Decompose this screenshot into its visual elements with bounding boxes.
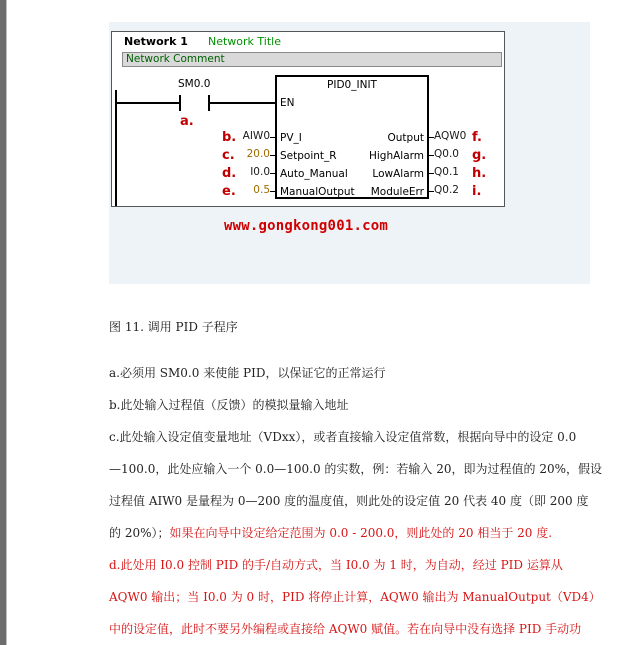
paragraph-c-line2: —100.0，此处应输入一个 0.0—100.0 的实数，例：若输入 20，即为过程值的 20%，假设	[109, 462, 602, 476]
pin-tick	[270, 173, 275, 174]
network-comment: Network Comment	[122, 52, 502, 67]
output-value-output: AQW0	[434, 130, 467, 142]
network-title: Network Title	[208, 35, 281, 48]
paragraph-a: a.必须用 SM0.0 来使能 PID，以保证它的正常运行	[109, 366, 386, 380]
pin-tick	[270, 191, 275, 192]
annotation-f: f.	[472, 130, 482, 145]
contact-left-bar	[179, 95, 181, 111]
output-value-high-alarm: Q0.0	[434, 148, 459, 160]
rung-wire-left	[117, 102, 179, 104]
paragraph-c-line4	[109, 527, 591, 539]
input-value-pv: AIW0	[242, 130, 270, 142]
input-value-auto-manual: I0.0	[250, 166, 270, 178]
paragraph-b: b.此处输入过程值（反馈）的模拟量输入地址	[109, 398, 349, 412]
pid-init-block	[275, 75, 429, 199]
output-pin-low-alarm: LowAlarm	[372, 168, 424, 180]
annotation-a: a.	[180, 114, 194, 129]
paragraph-c-line1: c.此处输入设定值变量地址（VDxx），或者直接输入设定值常数，根据向导中的设定 0.0	[109, 430, 577, 444]
enable-pin: EN	[280, 97, 295, 109]
pin-tick	[270, 155, 275, 156]
annotation-h: h.	[472, 166, 487, 181]
contact-label: SM0.0	[178, 78, 211, 90]
paragraph-d-line2: AQW0 输出；当 I0.0 为 0 时，PID 将停止计算，AQW0 输出为 ManualOutput（VD4）	[109, 590, 601, 604]
paragraph-d-line1: d.此处用 I0.0 控制 PID 的手/自动方式，当 I0.0 为 1 时，为自动，经过 PID 运算从	[109, 558, 563, 572]
input-pin-pv: PV_I	[280, 132, 302, 144]
annotation-i: i.	[472, 184, 482, 199]
input-value-setpoint: 20.0	[246, 148, 270, 160]
figure-caption: 图 11. 调用 PID 子程序	[109, 320, 238, 334]
input-value-manual-output: 0.5	[253, 184, 270, 196]
page-border	[6, 0, 7, 645]
annotation-e: e.	[222, 184, 236, 199]
paragraph-c-line4-note: 如果在向导中设定给定范围为 0.0 - 200.0，则此处的 20 相当于 20 度.	[169, 526, 553, 540]
block-name: PID0_INIT	[327, 79, 377, 91]
pin-tick	[270, 137, 275, 138]
output-pin-module-err: ModuleErr	[370, 186, 424, 198]
power-rail	[115, 90, 117, 206]
network-number: Network 1	[124, 35, 188, 48]
website-watermark: www.gongkong001.com	[224, 218, 388, 234]
paragraph-d-line3: 中的设定值，此时不要另外编程或直接给 AQW0 赋值。若在向导中没有选择 PID 手动功	[109, 622, 582, 636]
input-pin-manual-output: ManualOutput	[280, 186, 355, 198]
annotation-c: c.	[222, 148, 235, 163]
output-value-low-alarm: Q0.1	[434, 166, 459, 178]
output-pin-output: Output	[387, 132, 424, 144]
output-value-module-err: Q0.2	[434, 184, 459, 196]
network-header	[112, 32, 504, 51]
rung-wire-right	[210, 102, 275, 104]
output-pin-high-alarm: HighAlarm	[368, 150, 424, 162]
paragraph-c-line4-start: 的 20%）；	[109, 526, 170, 540]
annotation-g: g.	[472, 148, 487, 163]
paragraph-c-line3: 过程值 AIW0 是量程为 0—200 度的温度值，则此处的设定值 20 代表 40 度（即 200 度	[109, 494, 589, 508]
input-pin-setpoint: Setpoint_R	[280, 150, 337, 162]
input-pin-auto-manual: Auto_Manual	[280, 168, 348, 180]
annotation-d: d.	[222, 166, 237, 181]
annotation-b: b.	[222, 130, 237, 145]
ladder-diagram	[111, 31, 505, 207]
